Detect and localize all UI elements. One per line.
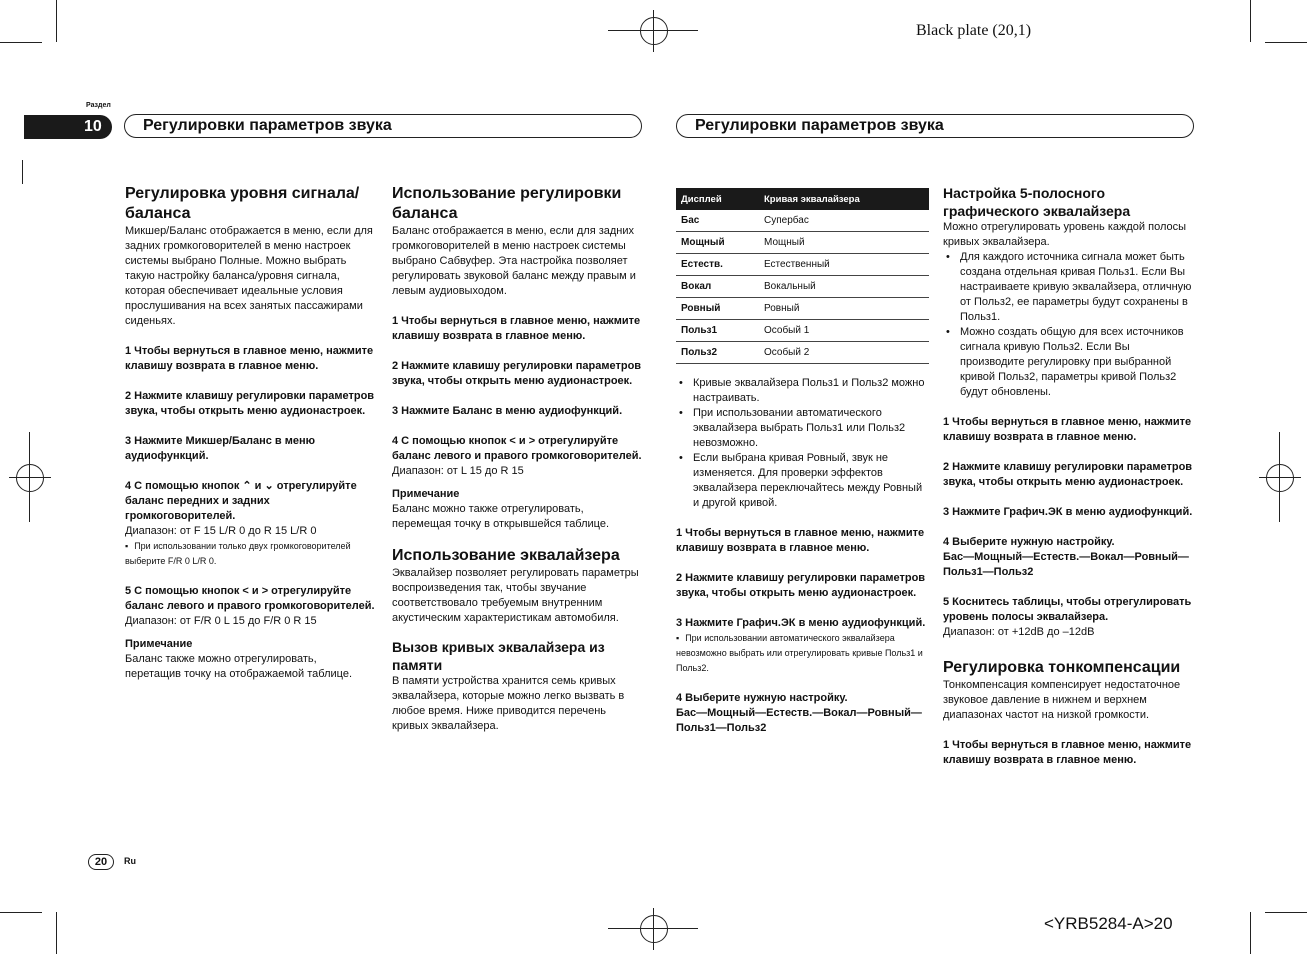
crop-mark <box>22 160 23 184</box>
bullet-list <box>676 376 930 511</box>
table-cell: Естественный <box>759 254 929 276</box>
table-cell: Ровный <box>759 298 929 320</box>
subsection-title: Вызов кривых эквалайзера из памяти <box>392 639 605 673</box>
range-text: Диапазон: от L 15 до R 15 <box>392 465 524 477</box>
paragraph: В памяти устройства хранится семь кривых эквалайзера, которые можно легко вызвать в любое время. Ниже приводится перечень кривых эквалайзера. <box>392 675 625 732</box>
step-2: 2 Нажмите клавишу регулировки параметров звука, чтобы открыть меню аудионастроек. <box>392 360 642 387</box>
table-cell: Польз2 <box>676 342 759 364</box>
list-item: • Кривые эквалайзера Польз1 и Польз2 можно настраивать. <box>676 376 930 406</box>
list-item: • Если выбрана кривая Ровный, звук не изменяется. Для проверки эффектов эквалайзера переключайтесь между Ровный и другой кривой. <box>676 451 930 511</box>
table-cell: Особый 1 <box>759 320 929 342</box>
column-2 <box>392 184 644 734</box>
section-title: Использование регулировки баланса <box>392 185 622 222</box>
header-right <box>676 114 1194 138</box>
crop-mark <box>56 0 57 42</box>
table-cell: Особый 2 <box>759 342 929 364</box>
header-left <box>124 114 642 138</box>
paragraph: Тонкомпенсация компенсирует недостаточное звуковое давление в нижнем и верхнем диапазонах частот на низкой громкости. <box>943 679 1181 721</box>
column-4 <box>943 184 1195 768</box>
step-1: 1 Чтобы вернуться в главное меню, нажмите клавишу возврата в главное меню. <box>943 416 1192 443</box>
step-5: 5 Коснитесь таблицы, чтобы отрегулировать уровень полосы эквалайзера. <box>943 596 1192 623</box>
step-1: 1 Чтобы вернуться в главное меню, нажмите клавишу возврата в главное меню. <box>676 527 925 554</box>
registration-line <box>1279 432 1280 522</box>
step-1: 1 Чтобы вернуться в главное меню, нажмите клавишу возврата в главное меню. <box>392 315 641 342</box>
table-cell: Бас <box>676 210 759 232</box>
note-bullet: ▪ При использовании только двух громкоговорителей выберите F/R 0 L/R 0. <box>125 539 375 569</box>
paragraph: Эквалайзер позволяет регулировать параметры воспроизведения так, чтобы звучание соответствовало требуемым внутренним акустическим характеристикам автомобиля. <box>392 567 639 624</box>
paragraph: Баланс отображается в меню, если для задних громкоговорителей в меню настроек системы выбрано Сабвуфер. Эта настройка позволяет регулировать звуковой баланс между правым и левым аудиовыходом. <box>392 225 636 297</box>
options-text: Бас—Мощный—Естеств.—Вокал—Ровный—Польз1—Польз2 <box>676 707 922 734</box>
crop-mark <box>1265 912 1307 913</box>
table-row <box>676 276 929 298</box>
registration-mark-bottom <box>640 915 668 943</box>
note-bullet: ▪ При использовании автоматического эквалайзера невозможно выбрать или отрегулировать кривые Польз1 и Польз2. <box>676 631 930 676</box>
range-text: Диапазон: от +12dB до –12dB <box>943 626 1095 638</box>
table-cell: Мощный <box>759 232 929 254</box>
table-cell: Супербас <box>759 210 929 232</box>
table-cell: Польз1 <box>676 320 759 342</box>
table-header: Дисплей <box>676 188 759 210</box>
bullet-list <box>943 250 1195 400</box>
step-4: 4 С помощью кнопок ⌃ и ⌄ отрегулируйте баланс передних и задних громкоговорителей. <box>125 480 357 522</box>
section-badge <box>24 115 112 139</box>
table-row <box>676 298 929 320</box>
table-row <box>676 254 929 276</box>
range-text: Диапазон: от F 15 L/R 0 до R 15 L/R 0 <box>125 525 317 537</box>
paragraph: Микшер/Баланс отображается в меню, если для задних громкоговорителей в меню настроек системы выбрано Полные. Можно выбрать такую настройку баланса/уровня сигнала, которая обеспечивает идеальные условия прослушивания на всех занятых пассажирами сиденьях. <box>125 225 373 327</box>
section-title: Использование эквалайзера <box>392 547 620 564</box>
list-item: • Для каждого источника сигнала может быть создана отдельная кривая Польз1. Если Вы настраиваете кривую эквалайзера, отличную от Польз2, ее параметры будут сохранены в Польз1. <box>943 250 1195 325</box>
table-header: Кривая эквалайзера <box>759 188 929 210</box>
table-row <box>676 210 929 232</box>
step-4: 4 Выберите нужную настройку. <box>943 536 1115 548</box>
table-cell: Вокал <box>676 276 759 298</box>
step-2: 2 Нажмите клавишу регулировки параметров звука, чтобы открыть меню аудионастроек. <box>943 461 1193 488</box>
crop-mark <box>1250 0 1251 42</box>
registration-line <box>608 30 698 31</box>
note-title: Примечание <box>392 488 460 500</box>
note-title: Примечание <box>125 638 193 650</box>
table-row <box>676 342 929 364</box>
section-title: Настройка 5-полосного графического эквалайзера <box>943 185 1131 219</box>
section-title: Регулировка уровня сигнала/баланса <box>125 185 360 222</box>
step-1: 1 Чтобы вернуться в главное меню, нажмите клавишу возврата в главное меню. <box>943 739 1192 766</box>
page-number-badge: 20 <box>88 854 114 870</box>
crop-mark <box>56 912 57 954</box>
language-label: Ru <box>124 856 136 866</box>
section-title: Регулировка тонкомпенсации <box>943 659 1181 676</box>
eq-curves-table <box>676 188 929 364</box>
header-left-title: Регулировки параметров звука <box>143 117 392 134</box>
crop-mark <box>1265 42 1307 43</box>
table-cell: Вокальный <box>759 276 929 298</box>
column-3 <box>676 188 930 736</box>
header-right-title: Регулировки параметров звука <box>695 117 944 134</box>
registration-line <box>29 432 30 522</box>
step-3: 3 Нажмите Микшер/Баланс в меню аудиофункций. <box>125 435 316 462</box>
paragraph: Можно отрегулировать уровень каждой полосы кривых эквалайзера. <box>943 221 1187 248</box>
table-cell: Ровный <box>676 298 759 320</box>
crop-mark <box>1250 912 1251 954</box>
crop-mark <box>0 912 42 913</box>
document-code: <YRB5284-A>20 <box>1044 914 1173 933</box>
table-row <box>676 320 929 342</box>
registration-mark-top <box>640 17 668 45</box>
registration-mark-left <box>16 464 44 492</box>
note-text: Баланс можно также отрегулировать, перемещая точку в открывшейся таблице. <box>392 503 610 530</box>
list-item: • При использовании автоматического эквалайзера выбрать Польз1 или Польз2 невозможно. <box>676 406 930 451</box>
step-3: 3 Нажмите Баланс в меню аудиофункций. <box>392 405 623 417</box>
step-2: 2 Нажмите клавишу регулировки параметров звука, чтобы открыть меню аудионастроек. <box>676 572 926 599</box>
step-5: 5 С помощью кнопок < и > отрегулируйте баланс левого и правого громкоговорителей. <box>125 585 375 612</box>
range-text: Диапазон: от F/R 0 L 15 до F/R 0 R 15 <box>125 615 317 627</box>
step-4: 4 С помощью кнопок < и > отрегулируйте баланс левого и правого громкоговорителей. <box>392 435 642 462</box>
plate-label: Black plate (20,1) <box>916 22 1032 39</box>
table-cell: Естеств. <box>676 254 759 276</box>
note-text: Баланс также можно отрегулировать, перетащив точку на отображаемой таблице. <box>125 653 353 680</box>
step-4: 4 Выберите нужную настройку. <box>676 692 848 704</box>
crop-mark <box>0 42 42 43</box>
list-item: • Можно создать общую для всех источников сигнала кривую Польз2. Если Вы производите регулировку при выбранной кривой Польз2, параметры кривой Польз2 будут обновлены. <box>943 325 1195 400</box>
table-cell: Мощный <box>676 232 759 254</box>
section-number: 10 <box>84 118 102 135</box>
step-3: 3 Нажмите Графич.ЭК в меню аудиофункций. <box>676 617 926 629</box>
table-row <box>676 232 929 254</box>
step-1: 1 Чтобы вернуться в главное меню, нажмите клавишу возврата в главное меню. <box>125 345 374 372</box>
registration-mark-right <box>1266 464 1294 492</box>
options-text: Бас—Мощный—Естеств.—Вокал—Ровный—Польз1—Польз2 <box>943 551 1189 578</box>
step-2: 2 Нажмите клавишу регулировки параметров звука, чтобы открыть меню аудионастроек. <box>125 390 375 417</box>
section-label: Раздел <box>86 102 111 109</box>
column-1 <box>125 184 375 682</box>
registration-line <box>608 928 698 929</box>
step-3: 3 Нажмите Графич.ЭК в меню аудиофункций. <box>943 506 1193 518</box>
